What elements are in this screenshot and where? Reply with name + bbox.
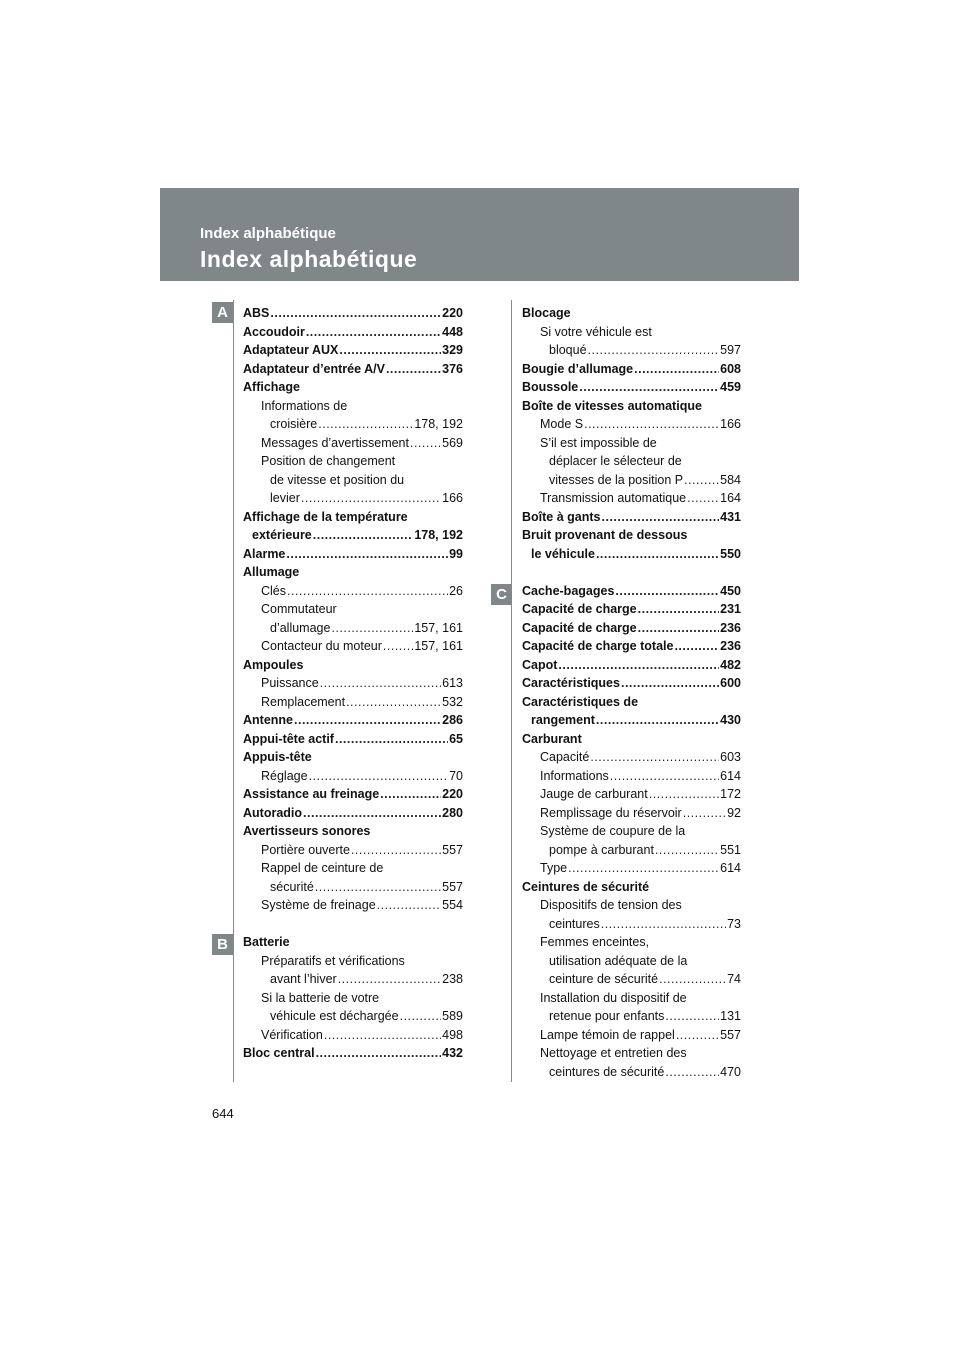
index-term: Bougie d’allumage — [522, 361, 634, 376]
dot-leader — [596, 711, 719, 730]
index-term: retenue pour enfants — [549, 1009, 665, 1023]
index-term: Nettoyage et entretien des — [540, 1046, 687, 1060]
dot-leader — [313, 526, 414, 545]
index-entry — [243, 989, 463, 1008]
index-page-ref: 376 — [442, 361, 463, 376]
index-term: Boîte de vitesses automatique — [522, 398, 702, 413]
index-page-ref: 459 — [720, 380, 741, 394]
dot-leader — [306, 323, 441, 342]
index-entry — [522, 896, 741, 915]
index-term: sécurité — [270, 879, 314, 894]
index-page-ref: 597 — [720, 343, 741, 357]
index-term: Réglage — [261, 768, 308, 783]
index-entry — [522, 545, 741, 564]
index-term: Assistance au freinage — [243, 787, 380, 801]
index-page-ref: 286 — [442, 713, 463, 727]
index-entry — [243, 730, 463, 749]
index-page-ref: 157, 161 — [414, 620, 463, 635]
page-number: 644 — [212, 1106, 234, 1121]
index-term: Antenne — [243, 713, 293, 727]
index-page-ref: 236 — [720, 620, 741, 635]
index-page-ref: 131 — [720, 1009, 741, 1023]
index-page-ref: 231 — [720, 602, 741, 616]
index-page-ref: 432 — [442, 1046, 463, 1060]
index-page-ref: 470 — [720, 1064, 741, 1079]
index-term: croisière — [270, 417, 318, 431]
dot-leader — [610, 767, 719, 786]
index-page-ref: 431 — [720, 509, 741, 524]
index-page-ref: 74 — [727, 972, 741, 986]
dot-leader — [683, 804, 726, 823]
index-term: Capacité — [540, 750, 590, 764]
index-page-ref: 498 — [442, 1027, 463, 1042]
index-page-ref: 99 — [449, 546, 463, 561]
index-entry — [243, 452, 463, 471]
index-entry — [522, 619, 741, 638]
dot-leader — [335, 730, 448, 749]
dot-leader — [377, 896, 441, 915]
index-term: Informations — [540, 768, 609, 783]
index-term: Capacité de charge totale — [522, 639, 674, 653]
index-entry — [243, 693, 463, 712]
index-entry — [243, 822, 463, 841]
index-entry — [522, 785, 741, 804]
index-entry — [522, 933, 741, 952]
index-page-ref: 236 — [720, 639, 741, 653]
left-rule — [233, 300, 234, 1082]
index-entry — [522, 1044, 741, 1063]
index-entry — [243, 582, 463, 601]
index-entry — [522, 1026, 741, 1045]
index-page-ref: 178, 192 — [414, 528, 463, 542]
dot-leader — [320, 674, 441, 693]
dot-leader — [687, 489, 719, 508]
index-term: avant l’hiver — [270, 972, 337, 986]
dot-leader — [286, 545, 448, 564]
page-header — [160, 188, 799, 281]
index-entry — [243, 1026, 463, 1045]
dot-leader — [338, 970, 441, 989]
dot-leader — [638, 600, 720, 619]
index-term: Système de coupure de la — [540, 824, 686, 838]
index-page-ref: 614 — [720, 768, 741, 783]
index-term: Caractéristiques de — [522, 694, 639, 709]
section-tab-c: C — [491, 584, 512, 605]
index-entry — [522, 730, 741, 749]
index-term: Préparatifs et vérifications — [261, 953, 405, 968]
index-entry — [522, 952, 741, 971]
dot-leader — [316, 1044, 442, 1063]
index-entry — [522, 822, 741, 841]
index-term: levier — [270, 491, 300, 505]
index-term: Remplacement — [261, 694, 346, 709]
index-term: Capot — [522, 657, 558, 672]
index-term: Informations de — [261, 398, 348, 413]
index-term: Cache-bagages — [522, 583, 615, 598]
section-tab-b: B — [212, 934, 233, 955]
index-term: ceintures de sécurité — [549, 1064, 665, 1079]
index-term: Blocage — [522, 306, 571, 320]
index-entry — [522, 304, 741, 323]
index-entry — [522, 378, 741, 397]
index-page-ref: 613 — [442, 676, 463, 690]
index-entry — [243, 656, 463, 675]
section-tab-a: A — [212, 302, 233, 323]
index-entry — [243, 970, 463, 989]
dot-leader — [601, 915, 726, 934]
index-term: Clés — [261, 583, 287, 598]
dot-leader — [303, 804, 441, 823]
index-page-ref: 70 — [449, 768, 463, 783]
dot-leader — [655, 841, 719, 860]
index-entry — [522, 915, 741, 934]
dot-leader — [324, 1026, 441, 1045]
index-entry — [522, 508, 741, 527]
index-term: Si la batterie de votre — [261, 990, 380, 1005]
index-entry — [522, 323, 741, 342]
dot-leader — [351, 841, 441, 860]
index-entry — [522, 397, 741, 416]
index-term: Accoudoir — [243, 324, 305, 339]
index-term: Boussole — [522, 380, 579, 394]
index-entry — [243, 600, 463, 619]
index-page-ref: 166 — [720, 417, 741, 431]
index-term: ceinture de sécurité — [549, 972, 659, 986]
index-term: vitesses de la position P — [549, 472, 684, 487]
index-term: Remplissage du réservoir — [540, 805, 682, 820]
dot-leader — [665, 1007, 719, 1026]
index-term: Rappel de ceinture de — [261, 861, 384, 875]
index-term: Dispositifs de tension des — [540, 898, 682, 912]
index-entry — [243, 859, 463, 878]
index-entry — [522, 989, 741, 1008]
index-term: Autoradio — [243, 805, 303, 820]
index-term: bloqué — [549, 343, 587, 357]
index-term: Batterie — [243, 935, 290, 949]
dot-leader — [558, 656, 719, 675]
index-term: Appuis-tête — [243, 750, 312, 764]
dot-leader — [383, 637, 413, 656]
index-entry — [243, 878, 463, 897]
dot-leader — [634, 360, 719, 379]
middle-rule — [511, 300, 512, 1082]
index-entry — [522, 674, 741, 693]
index-entry — [243, 1044, 463, 1063]
index-entry — [243, 434, 463, 453]
index-entry — [243, 674, 463, 693]
index-entry — [522, 767, 741, 786]
index-term: Alarme — [243, 546, 286, 561]
index-term: pompe à carburant — [549, 842, 654, 857]
index-term: véhicule est déchargée — [270, 1009, 399, 1023]
index-term: Ampoules — [243, 657, 304, 672]
index-term: Lampe témoin de rappel — [540, 1027, 675, 1042]
index-term: Puissance — [261, 676, 319, 690]
index-column-right — [522, 304, 741, 1081]
index-term: Boîte à gants — [522, 509, 601, 524]
index-term: Installation du dispositif de — [540, 990, 687, 1005]
index-entry — [522, 656, 741, 675]
dot-leader — [346, 693, 441, 712]
index-term: utilisation adéquate de la — [549, 953, 688, 968]
dot-leader — [318, 415, 413, 434]
index-term: Allumage — [243, 565, 300, 579]
dot-leader — [665, 1063, 719, 1082]
index-term: ceintures — [549, 916, 600, 931]
index-entry — [243, 471, 463, 490]
dot-leader — [602, 508, 720, 527]
dot-leader — [615, 582, 719, 601]
index-entry — [522, 878, 741, 897]
index-page-ref: 532 — [442, 694, 463, 709]
index-term: Contacteur du moteur — [261, 639, 382, 653]
index-term: Ceintures de sécurité — [522, 879, 650, 894]
index-page-ref: 164 — [720, 491, 741, 505]
index-entry — [522, 600, 741, 619]
index-term: Avertisseurs sonores — [243, 824, 371, 838]
index-term: Femmes enceintes, — [540, 935, 650, 949]
index-term: Portière ouverte — [261, 842, 350, 857]
index-term: ABS — [243, 306, 270, 320]
index-term: de vitesse et position du — [270, 472, 405, 487]
index-term: d’allumage — [270, 620, 331, 635]
index-page-ref: 482 — [720, 657, 741, 672]
index-entry — [243, 323, 463, 342]
index-term: Commutateur — [261, 602, 337, 616]
index-entry — [243, 415, 463, 434]
index-page-ref: 554 — [442, 898, 463, 912]
index-term: Mode S — [540, 417, 584, 431]
index-entry — [243, 526, 463, 545]
index-page-ref: 430 — [720, 713, 741, 727]
index-term: Bruit provenant de dessous — [522, 528, 688, 542]
index-page-ref: 329 — [442, 343, 463, 357]
index-page-ref: 73 — [727, 916, 741, 931]
index-column-left — [243, 304, 463, 1063]
dot-leader — [579, 378, 719, 397]
index-term: Affichage de la température — [243, 509, 408, 524]
index-page-ref: 557 — [442, 842, 463, 857]
index-entry — [243, 360, 463, 379]
dot-leader — [315, 878, 441, 897]
index-page-ref: 220 — [442, 787, 463, 801]
dot-leader — [638, 619, 720, 638]
dot-leader — [400, 1007, 442, 1026]
index-entry — [243, 748, 463, 767]
index-term: extérieure — [252, 528, 312, 542]
index-term: Capacité de charge — [522, 602, 637, 616]
index-term: déplacer le sélecteur de — [549, 454, 682, 468]
dot-leader — [568, 859, 719, 878]
index-term: rangement — [531, 713, 595, 727]
dot-leader — [270, 304, 441, 323]
index-entry — [522, 452, 741, 471]
index-term: le véhicule — [531, 546, 595, 561]
index-entry — [243, 637, 463, 656]
index-entry — [522, 526, 741, 545]
index-entry — [243, 952, 463, 971]
dot-leader — [584, 415, 719, 434]
index-page-ref: 178, 192 — [414, 417, 463, 431]
dot-leader — [331, 619, 413, 638]
page-title: Index alphabétique — [200, 246, 418, 272]
index-entry — [522, 471, 741, 490]
index-entry — [243, 711, 463, 730]
index-entry — [522, 489, 741, 508]
index-page-ref: 65 — [449, 731, 463, 746]
index-page-ref: 589 — [442, 1009, 463, 1023]
index-page-ref: 238 — [442, 972, 463, 986]
dot-leader — [674, 637, 719, 656]
index-term: Si votre véhicule est — [540, 324, 652, 339]
index-term: Caractéristiques — [522, 676, 620, 690]
dot-leader — [684, 471, 719, 490]
index-entry — [243, 785, 463, 804]
dot-leader — [301, 489, 441, 508]
index-entry — [522, 748, 741, 767]
index-entry — [522, 434, 741, 453]
index-page-ref: 26 — [449, 583, 463, 598]
index-entry — [522, 582, 741, 601]
index-term: Carburant — [522, 731, 582, 746]
index-entry — [243, 341, 463, 360]
index-entry — [243, 896, 463, 915]
index-page-ref: 450 — [720, 583, 741, 598]
index-term: Affichage — [243, 380, 300, 394]
index-entry — [522, 360, 741, 379]
index-page-ref: 220 — [442, 306, 463, 320]
index-page-ref: 569 — [442, 435, 463, 450]
index-entry — [522, 415, 741, 434]
index-page-ref: 557 — [442, 879, 463, 894]
index-entry — [243, 804, 463, 823]
dot-leader — [621, 674, 719, 693]
index-term: Adaptateur d’entrée A/V — [243, 361, 385, 376]
index-entry — [522, 859, 741, 878]
index-page-ref: 557 — [720, 1027, 741, 1042]
index-page-ref: 584 — [720, 472, 741, 487]
index-entry — [243, 1007, 463, 1026]
index-term: Capacité de charge — [522, 620, 637, 635]
index-entry — [243, 933, 463, 952]
index-term: Jauge de carburant — [540, 787, 648, 801]
dot-leader — [380, 785, 441, 804]
index-page-ref: 551 — [720, 842, 741, 857]
index-entry — [522, 711, 741, 730]
index-entry — [522, 341, 741, 360]
index-page-ref: 603 — [720, 750, 741, 764]
dot-leader — [309, 767, 449, 786]
index-term: Système de freinage — [261, 898, 376, 912]
index-entry — [522, 841, 741, 860]
index-term: Adaptateur AUX — [243, 343, 339, 357]
index-entry — [522, 1063, 741, 1082]
index-page-ref: 92 — [727, 805, 741, 820]
index-entry — [243, 397, 463, 416]
dot-leader — [659, 970, 726, 989]
dot-leader — [590, 748, 719, 767]
dot-leader — [596, 545, 719, 564]
index-page-ref: 550 — [720, 546, 741, 561]
index-page-ref: 614 — [720, 861, 741, 875]
index-entry — [243, 767, 463, 786]
index-entry — [522, 1007, 741, 1026]
index-entry — [243, 378, 463, 397]
dot-leader — [386, 360, 441, 379]
index-page-ref: 608 — [720, 361, 741, 376]
index-entry — [243, 619, 463, 638]
index-page-ref: 172 — [720, 787, 741, 801]
index-term: Transmission automatique — [540, 491, 687, 505]
dot-leader — [676, 1026, 719, 1045]
dot-leader — [294, 711, 441, 730]
index-entry — [522, 804, 741, 823]
index-entry — [243, 563, 463, 582]
dot-leader — [588, 341, 720, 360]
index-term: S’il est impossible de — [540, 435, 657, 450]
index-page-ref: 166 — [442, 491, 463, 505]
index-page-ref: 157, 161 — [414, 639, 463, 653]
index-term: Appui-tête actif — [243, 731, 334, 746]
header-section-title: Index alphabétique — [200, 225, 336, 242]
index-term: Vérification — [261, 1027, 323, 1042]
index-term: Position de changement — [261, 454, 396, 468]
index-page-ref: 600 — [720, 676, 741, 690]
index-entry — [243, 545, 463, 564]
index-page-ref: 448 — [442, 324, 463, 339]
index-entry — [522, 693, 741, 712]
dot-leader — [649, 785, 719, 804]
index-term: Type — [540, 861, 568, 875]
dot-leader — [339, 341, 441, 360]
dot-leader — [410, 434, 441, 453]
index-page-ref: 280 — [442, 805, 463, 820]
index-entry — [243, 508, 463, 527]
index-entry — [522, 637, 741, 656]
index-entry — [243, 489, 463, 508]
dot-leader — [287, 582, 448, 601]
index-entry — [243, 841, 463, 860]
index-term: Bloc central — [243, 1046, 315, 1060]
index-entry — [522, 970, 741, 989]
index-term: Messages d’avertissement — [261, 435, 409, 450]
index-entry — [243, 304, 463, 323]
